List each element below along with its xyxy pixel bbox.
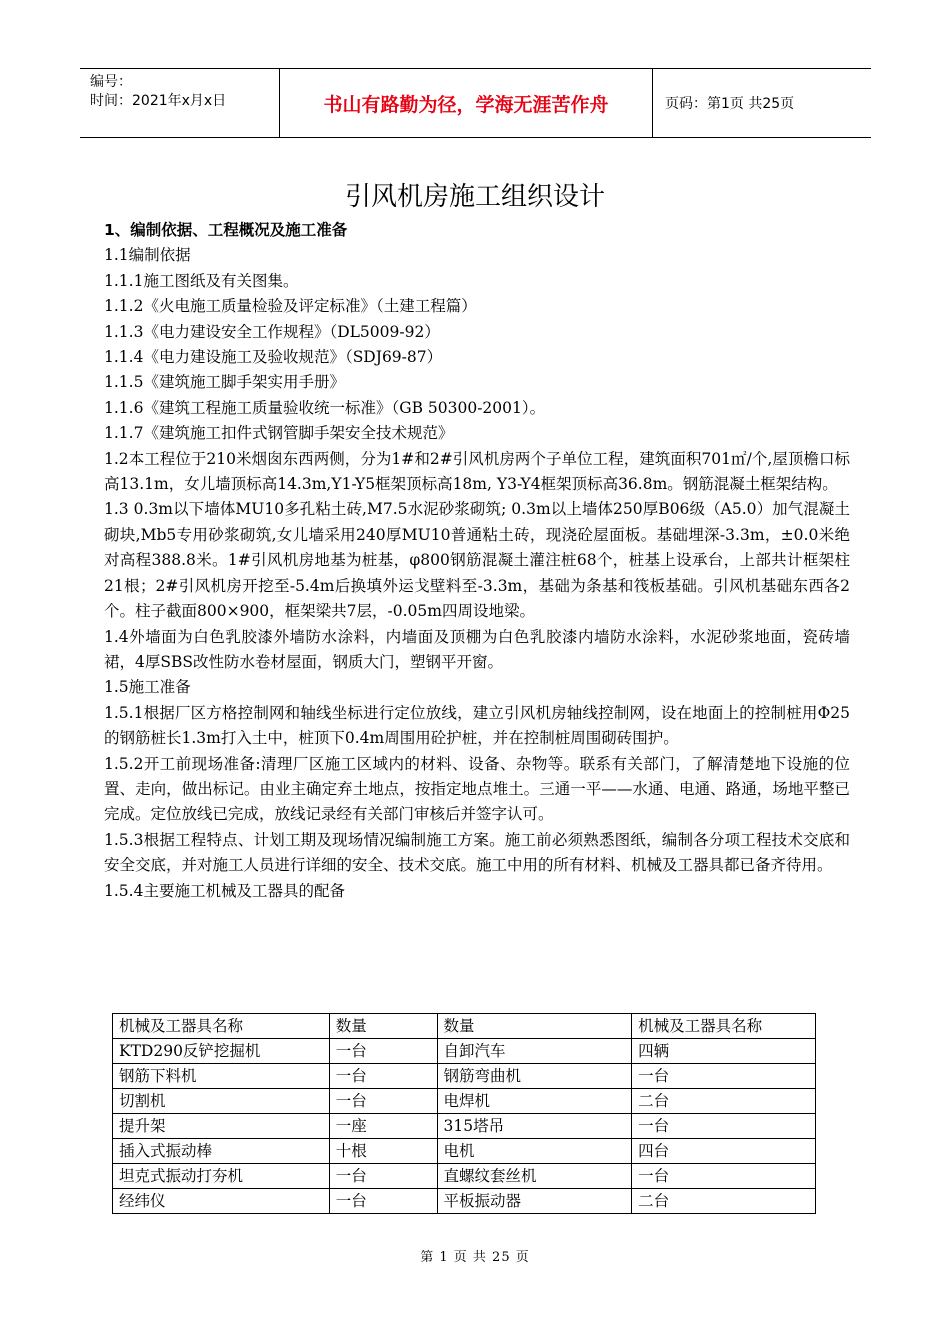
header-page-info: 页码：第1页 共25页 bbox=[665, 96, 795, 112]
body-paragraph: 1.2本工程位于210米烟囱东西两侧，分为1#和2#引风机房两个子单位工程，建筑面积701㎡/个,屋顶檐口标高13.1m，女儿墙顶标高14.3m,Y1-Y5框架顶标高18m, Y3-Y4框架顶标高36.8m。钢筋混凝土框架结构。 bbox=[104, 449, 850, 494]
body-paragraph: 1.1.5《建筑施工脚手架实用手册》 bbox=[104, 373, 345, 392]
table-header-cell: 数量 bbox=[329, 1014, 437, 1039]
table-cell: 一台 bbox=[329, 1164, 437, 1189]
page-footer: 第 1 页 共 25 页 bbox=[420, 1250, 530, 1265]
table-cell: 插入式振动棒 bbox=[113, 1139, 330, 1164]
table-cell: 一台 bbox=[329, 1039, 437, 1064]
table-cell: 钢筋弯曲机 bbox=[437, 1064, 632, 1089]
body-paragraph: 1.1.7《建筑施工扣件式钢管脚手架安全技术规范》 bbox=[104, 424, 454, 443]
table-cell: 一台 bbox=[632, 1114, 816, 1139]
document-title: 引风机房施工组织设计 bbox=[344, 182, 605, 212]
body-paragraph: 1.1.2《火电施工质量检验及评定标准》（土建工程篇） bbox=[104, 297, 477, 316]
table-cell: 提升架 bbox=[113, 1114, 330, 1139]
table-cell: 电机 bbox=[437, 1139, 632, 1164]
body-paragraph: 1.4外墙面为白色乳胶漆外墙防水涂料，内墙面及顶棚为白色乳胶漆内墙防水涂料，水泥砂浆地面，瓷砖墙裙，4厚SBS改性防水卷材屋面，钢质大门，塑钢平开窗。 bbox=[104, 627, 850, 671]
table-cell: 二台 bbox=[632, 1089, 816, 1114]
section-heading: 1、编制依据、工程概况及施工准备 bbox=[104, 221, 348, 239]
table-header-cell: 机械及工器具名称 bbox=[113, 1014, 330, 1039]
table-cell: 一台 bbox=[329, 1064, 437, 1089]
table-cell: 电焊机 bbox=[437, 1089, 632, 1114]
table-cell: 切割机 bbox=[113, 1089, 330, 1114]
table-row bbox=[113, 1064, 816, 1089]
table-row bbox=[113, 1114, 816, 1139]
body-paragraph: 1.1编制依据 bbox=[104, 246, 191, 265]
document-body bbox=[104, 218, 850, 904]
table-row bbox=[113, 1039, 816, 1064]
table-row bbox=[113, 1164, 816, 1189]
table-cell: 自卸汽车 bbox=[437, 1039, 632, 1064]
page-header bbox=[80, 68, 871, 138]
table-cell: 坦克式振动打夯机 bbox=[113, 1164, 330, 1189]
table-cell: 一座 bbox=[329, 1114, 437, 1139]
table-cell: 315塔吊 bbox=[437, 1114, 632, 1139]
table-row bbox=[113, 1139, 816, 1164]
table-row bbox=[113, 1189, 816, 1214]
document-date: 时间：2021年x月x日 bbox=[90, 93, 227, 109]
table-row bbox=[113, 1089, 816, 1114]
table-cell: 十根 bbox=[329, 1139, 437, 1164]
body-paragraph: 1.5.2开工前现场准备:清理厂区施工区域内的材料、设备、杂物等。联系有关部门，了解清楚地下设施的位置、走向，做出标记。由业主确定弃土地点，按指定地点堆土。三通一平——水通、电通、路通，场地平整已完成。定位放线已完成，放线记录经有关部门审核后并签字认可。 bbox=[104, 754, 850, 824]
header-meta bbox=[80, 69, 280, 137]
body-paragraph: 1.5施工准备 bbox=[104, 678, 191, 697]
table-cell: 一台 bbox=[632, 1164, 816, 1189]
table-cell: 四辆 bbox=[632, 1039, 816, 1064]
table-cell: 一台 bbox=[329, 1189, 437, 1214]
table-cell: 经纬仪 bbox=[113, 1189, 330, 1214]
document-number-label: 编号： bbox=[90, 74, 132, 90]
table-cell: 二台 bbox=[632, 1189, 816, 1214]
table-header-row bbox=[113, 1014, 816, 1039]
body-paragraph: 1.1.3《电力建设安全工作规程》（DL5009-92） bbox=[104, 322, 440, 341]
table-cell: KTD290反铲挖掘机 bbox=[113, 1039, 330, 1064]
header-motto: 书山有路勤为径，学海无涯苦作舟 bbox=[280, 69, 653, 137]
body-paragraph: 1.5.1根据厂区方格控制网和轴线坐标进行定位放线，建立引风机房轴线控制网，设在地面上的控制桩用Φ25的钢筋桩长1.3m打入土中，桩顶下0.4m周围用砼护桩，并在控制桩周围砌砖围护。 bbox=[104, 703, 850, 748]
body-paragraph: 1.1.4《电力建设施工及验收规范》（SDJ69-87） bbox=[104, 348, 443, 367]
table-header-cell: 机械及工器具名称 bbox=[632, 1014, 816, 1039]
table-cell: 直螺纹套丝机 bbox=[437, 1164, 632, 1189]
table-cell: 钢筋下料机 bbox=[113, 1064, 330, 1089]
table-cell: 一台 bbox=[329, 1089, 437, 1114]
body-paragraph: 1.5.3根据工程特点、计划工期及现场情况编制施工方案。施工前必须熟悉图纸，编制各分项工程技术交底和安全交底，并对施工人员进行详细的安全、技术交底。施工中用的所有材料、机械及工器具都已备齐待用。 bbox=[104, 830, 850, 875]
table-cell: 一台 bbox=[632, 1064, 816, 1089]
body-paragraph: 1.3 0.3m以下墙体MU10多孔粘土砖,M7.5水泥砂浆砌筑; 0.3m以上墙体250厚B06级（A5.0）加气混凝土砌块,Mb5专用砂浆砌筑,女儿墙采用240厚MU10普通粘土砖，现浇砼屋面板。基础埋深-3.3m，±0.0米绝对高程388.8米。1#引风机房地基为桩基，φ800钢筋混凝土灌注桩68个，桩基上设承台，上部共计框架柱21根；2#引风机房开挖至-5.4m后换填外运戈壁料至-3.3m，基础为条基和筏板基础。引风机基础东西各2个。柱子截面800×900，框架梁共7层，-0.05m四周设地梁。 bbox=[104, 500, 850, 621]
table-cell: 平板振动器 bbox=[437, 1189, 632, 1214]
table-cell: 四台 bbox=[632, 1139, 816, 1164]
equipment-table bbox=[112, 1013, 816, 1214]
table-header-cell: 数量 bbox=[437, 1014, 632, 1039]
body-paragraph: 1.5.4主要施工机械及工器具的配备 bbox=[104, 881, 345, 900]
body-paragraph: 1.1.1施工图纸及有关图集。 bbox=[104, 271, 299, 290]
body-paragraph: 1.1.6《建筑工程施工质量验收统一标准》（GB 50300-2001）。 bbox=[104, 398, 546, 417]
